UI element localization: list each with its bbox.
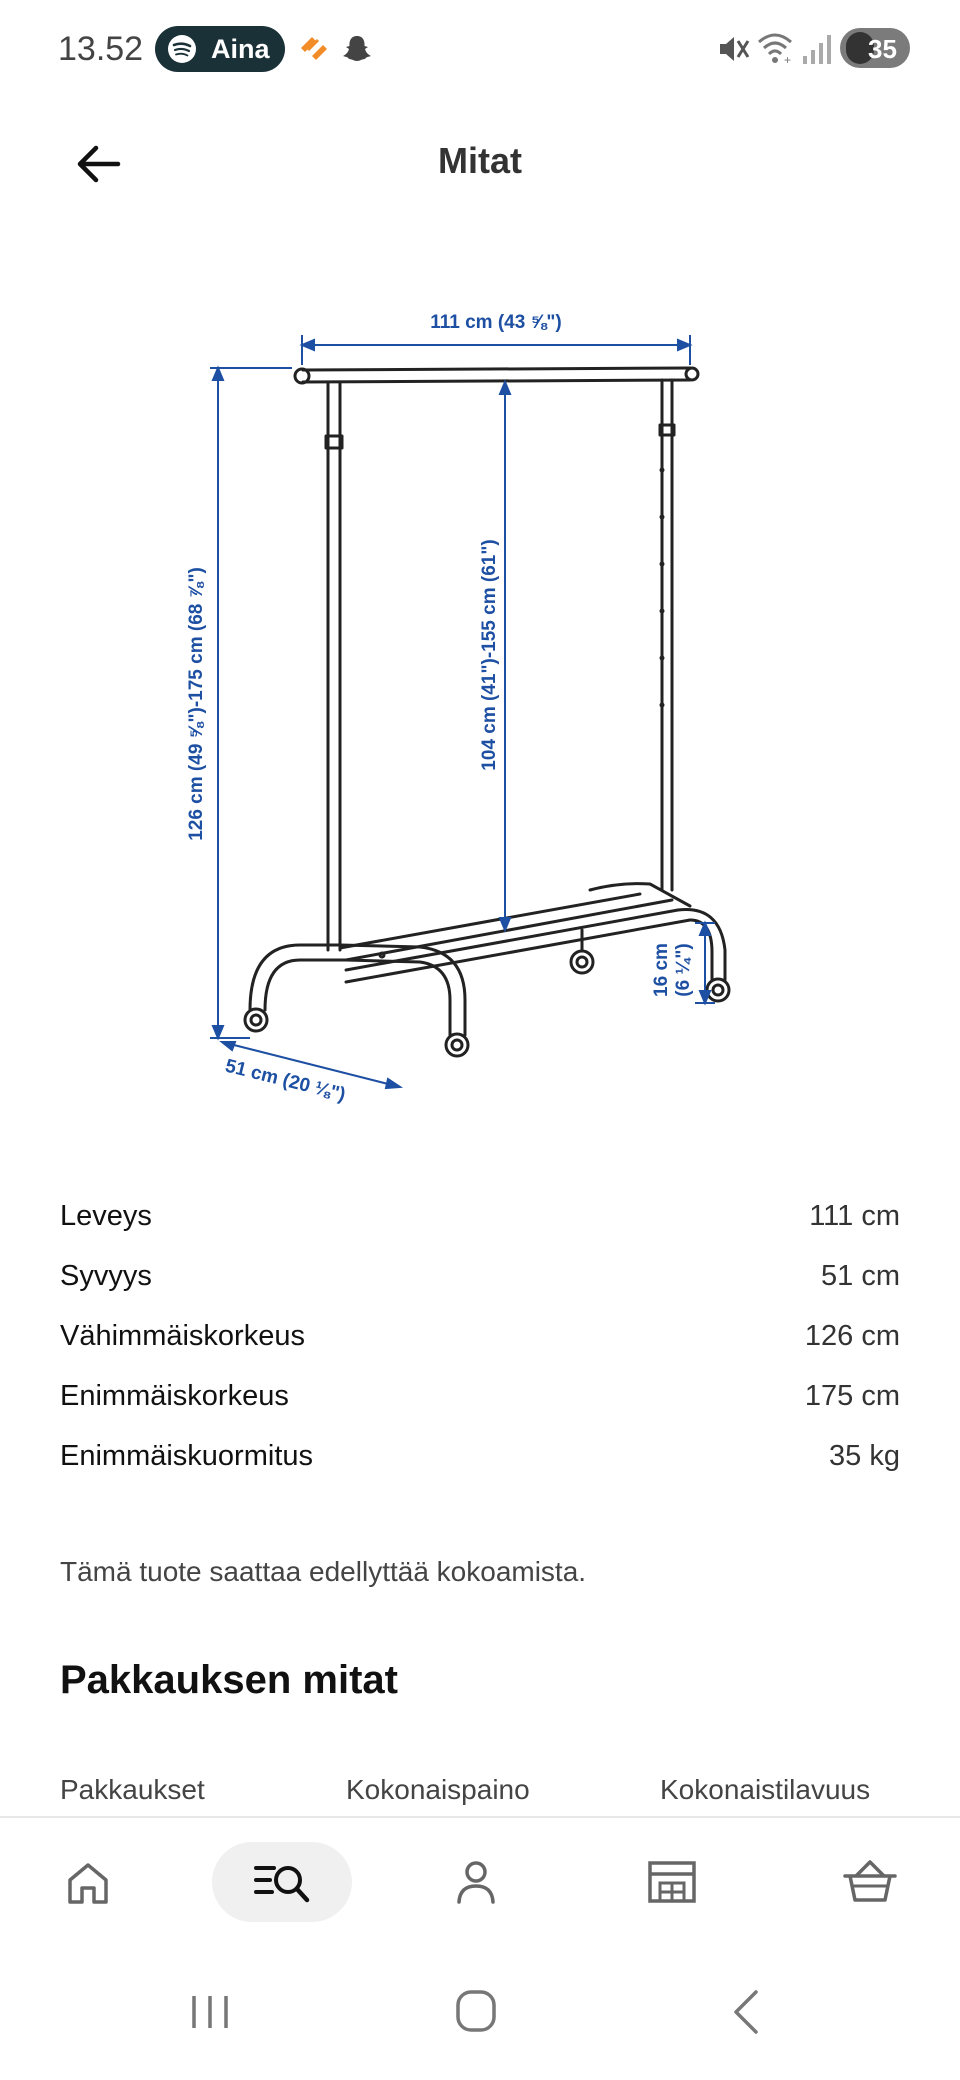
- spec-label: Vähimmäiskorkeus: [60, 1320, 305, 1352]
- home-icon: [64, 1860, 112, 1906]
- spec-label: Syvyys: [60, 1260, 152, 1292]
- nav-home[interactable]: [38, 1842, 138, 1922]
- assembly-note: Tämä tuote saattaa edellyttää kokoamista.: [60, 1556, 587, 1587]
- spec-value: 111 cm: [809, 1200, 900, 1232]
- spec-label: Enimmäiskorkeus: [60, 1380, 289, 1412]
- package-column-total-weight: Kokonaispaino: [346, 1774, 530, 1805]
- spec-row-width: [60, 1190, 900, 1250]
- app-notification-icon: [298, 34, 332, 64]
- shelf-height-dimension-label-line2: (6 ¼"): [673, 943, 694, 997]
- spec-label: Enimmäiskuormitus: [60, 1440, 313, 1472]
- spotify-label: Aina: [211, 34, 270, 64]
- package-column-packages: Pakkaukset: [60, 1774, 205, 1805]
- status-bar: [0, 0, 960, 100]
- spec-value: 175 cm: [804, 1380, 900, 1412]
- recent-apps-icon[interactable]: [170, 1982, 250, 2042]
- signal-icon: [800, 32, 834, 66]
- shelf-height-dimension-label-line1: 16 cm: [651, 943, 672, 997]
- spec-value: 35 kg: [829, 1440, 900, 1472]
- package-column-total-volume: Kokonaistilavuus: [660, 1774, 871, 1805]
- spec-row-max-load: [60, 1430, 900, 1490]
- app-header: [0, 100, 960, 220]
- basket-icon: [842, 1856, 898, 1906]
- mute-icon: [716, 32, 752, 66]
- depth-dimension-label: 51 cm (20 ⅛"): [223, 1055, 348, 1106]
- rail-height-dimension-label: 104 cm (41")-155 cm (61"): [479, 539, 500, 771]
- spotify-icon: [167, 34, 197, 64]
- back-button-icon[interactable]: [706, 1982, 786, 2042]
- spotify-now-playing-pill[interactable]: [155, 26, 285, 72]
- width-dimension-label: 111 cm (43 ⅝"): [430, 312, 562, 333]
- product-dimension-diagram: [150, 290, 790, 1130]
- bottom-navigation: [0, 1816, 960, 1948]
- spec-row-max-height: [60, 1370, 900, 1430]
- search-browse-icon: [252, 1858, 312, 1906]
- svg-text:+: +: [784, 53, 792, 66]
- status-time: 13.52: [58, 30, 144, 68]
- nav-basket[interactable]: [820, 1842, 920, 1922]
- wifi-icon: [756, 30, 794, 66]
- snapchat-icon: [340, 32, 374, 66]
- store-icon: [646, 1858, 698, 1906]
- spec-row-min-height: [60, 1310, 900, 1370]
- total-height-dimension-label: 126 cm (49 ⅝")-175 cm (68 ⅞"): [186, 567, 207, 841]
- spec-value: 51 cm: [821, 1260, 900, 1292]
- spec-value: 126 cm: [804, 1320, 900, 1352]
- profile-icon: [452, 1858, 500, 1906]
- home-button-icon[interactable]: [436, 1982, 516, 2042]
- spec-label: Leveys: [60, 1200, 152, 1232]
- nav-store[interactable]: [622, 1842, 722, 1922]
- battery-level: 35: [868, 34, 897, 64]
- package-dimensions-heading: Pakkauksen mitat: [60, 1658, 398, 1702]
- spec-row-depth: [60, 1250, 900, 1310]
- battery-indicator: [840, 28, 910, 68]
- nav-profile[interactable]: [426, 1842, 526, 1922]
- system-navigation-bar: [0, 1946, 960, 2080]
- page-title: Mitat: [438, 140, 522, 181]
- nav-search-browse[interactable]: [212, 1842, 352, 1922]
